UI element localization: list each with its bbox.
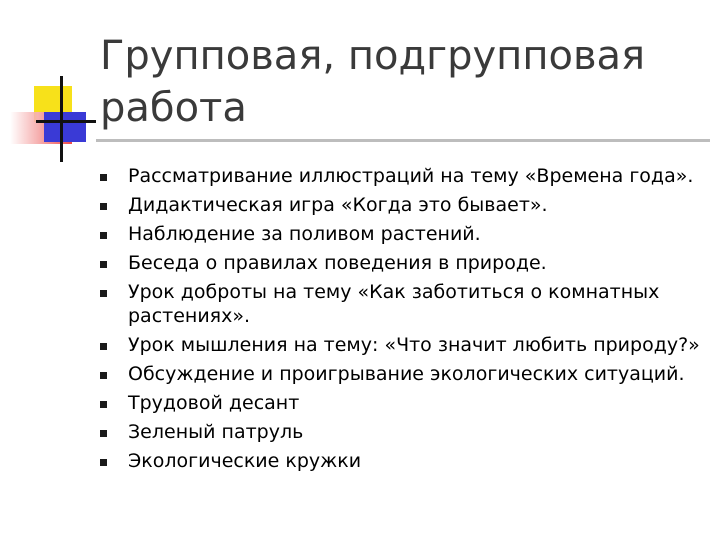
decorative-vertical-line xyxy=(60,76,63,162)
bullet-text: Наблюдение за поливом растений. xyxy=(128,223,481,245)
bullet-marker-icon xyxy=(100,232,107,239)
bullet-text: Урок мышления на тему: «Что значит любить природу?» xyxy=(128,334,700,356)
bullet-text: Дидактическая игра «Когда это бывает». xyxy=(128,194,548,216)
bullet-text: Беседа о правилах поведения в природе. xyxy=(128,252,547,274)
bullet-marker-icon xyxy=(100,261,107,268)
bullet-text: Рассматривание иллюстраций на тему «Времена года». xyxy=(128,165,694,187)
slide-title-line-1: Групповая, подгрупповая xyxy=(100,33,646,79)
bullet-text: Экологические кружки xyxy=(128,450,362,472)
bullet-item xyxy=(100,280,700,328)
title-divider xyxy=(96,139,710,142)
bullet-item xyxy=(100,449,700,473)
bullet-marker-icon xyxy=(100,174,107,181)
bullet-item xyxy=(100,251,700,275)
bullet-text: Трудовой десант xyxy=(128,392,300,414)
bullet-marker-icon xyxy=(100,401,107,408)
bullet-marker-icon xyxy=(100,430,107,437)
bullet-marker-icon xyxy=(100,343,107,350)
slide-title-line-2: работа xyxy=(100,85,247,131)
bullet-item xyxy=(100,420,700,444)
decorative-horizontal-line xyxy=(36,120,96,123)
bullet-marker-icon xyxy=(100,203,107,210)
bullet-item xyxy=(100,222,700,246)
bullet-marker-icon xyxy=(100,372,107,379)
decorative-blue-square xyxy=(44,112,86,142)
bullet-item xyxy=(100,362,700,386)
bullet-item xyxy=(100,193,700,217)
bullet-marker-icon xyxy=(100,459,107,466)
bullet-item xyxy=(100,164,700,188)
bullet-text: Урок доброты на тему «Как заботиться о комнатных растениях». xyxy=(128,281,660,327)
bullet-text: Зеленый патруль xyxy=(128,421,304,443)
bullet-text: Обсуждение и проигрывание экологических ситуаций. xyxy=(128,363,685,385)
bullet-item xyxy=(100,333,700,357)
bullet-item xyxy=(100,391,700,415)
bullet-list xyxy=(100,164,700,478)
bullet-marker-icon xyxy=(100,290,107,297)
slide-title xyxy=(100,30,660,134)
